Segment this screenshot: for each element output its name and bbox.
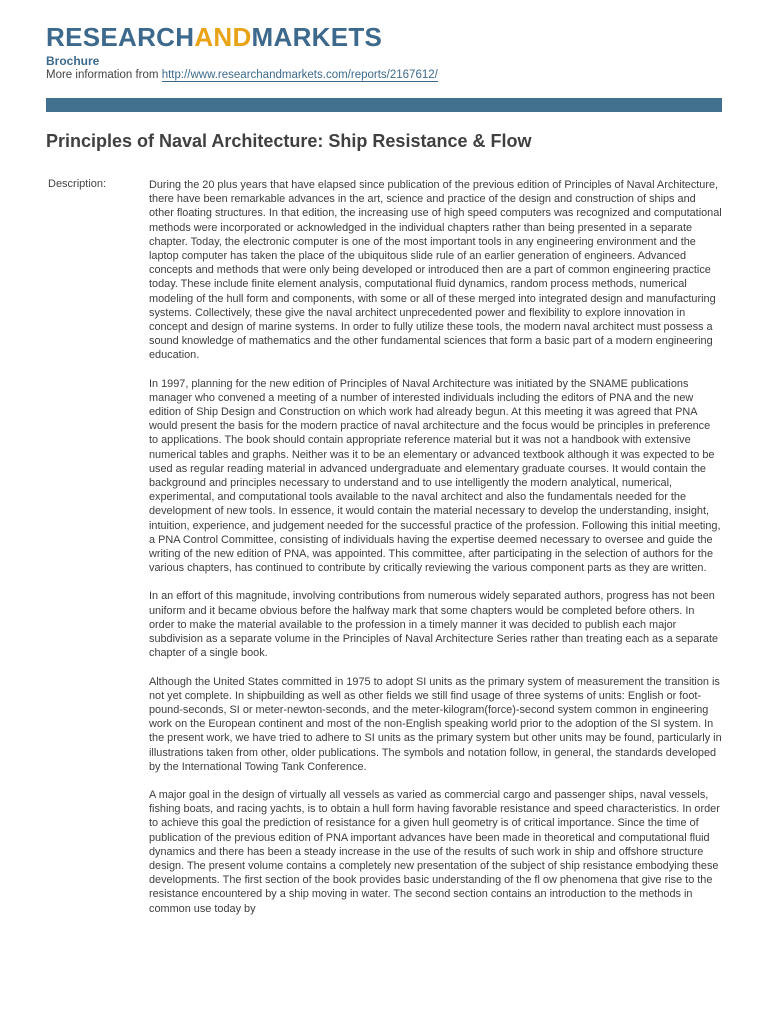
description-label: Description: <box>48 178 107 190</box>
logo-markets: MARKETS <box>251 22 383 52</box>
page-title: Principles of Naval Architecture: Ship Resistance & Flow <box>46 131 532 151</box>
description-paragraph: During the 20 plus years that have elapsed since publication of the previous edition of Principles of Naval Architecture, there have been remarkable advances in the art, science and practice of the design and construction of ships and other floating structures. In that edition, the increasing use of high speed computers was recognized and computational methods were incorporated or acknowledged in the individual chapters rather than being presented in a separate chapter. Today, the electronic computer is one of the most important tools in any engineering environment and the laptop computer has taken the place of the ubiquitous slide rule of an earlier generation of engineers. Advanced concepts and methods that were only being developed or introduced then are a part of common engineering practice today. These include finite element analysis, computational fluid dynamics, random process methods, numerical modeling of the hull form and components, with some or all of these merged into integrated design and manufacturing systems. Collectively, these give the naval architect unprecedented power and flexibility to explore innovation in concept and design of marine systems. In order to fully utilize these tools, the modern naval architect must possess a sound knowledge of mathematics and the other fundamental sciences that form a basic part of a modern engineering education. <box>149 179 722 362</box>
more-info-prefix: More information from <box>46 69 159 81</box>
brochure-label: Brochure <box>46 54 100 68</box>
header-divider-bar <box>46 98 722 112</box>
description-paragraph: A major goal in the design of virtually all vessels as varied as commercial cargo and passenger ships, naval vessels, fishing boats, and racing yachts, is to obtain a hull form having favorable resistance and speed characteristics. In order to achieve this goal the prediction of resistance for a given hull geometry is of critical importance. Since the time of publication of the previous edition of PNA important advances have been made in theoretical and computational fluid dynamics and there has been a steady increase in the use of the results of such work in ship and offshore structure design. The present volume contains a completely new presentation of the subject of ship resistance embodying these developments. The first section of the book provides basic understanding of the fl ow phenomena that give rise to the resistance encountered by a ship moving in water. The second section contains an introduction to the methods in common use today by <box>149 788 720 915</box>
logo-and: AND <box>194 22 252 52</box>
company-logo <box>46 22 382 52</box>
description-paragraph: In 1997, planning for the new edition of Principles of Naval Architecture was initiated by the SNAME publications manager who convened a meeting of a number of interested individuals including the editors of PNA and the new edition of Ship Design and Construction on which work had already begun. At this meeting it was agreed that PNA would present the basis for the modern practice of naval architecture and the focus would be principles in preference to applications. The book should contain appropriate reference material but it was not a handbook with extensive numerical tables and graphs. Neither was it to be an elementary or advanced textbook although it was expected to be used as regular reading material in advanced undergraduate and elementary graduate courses. It would contain the background and principles necessary to understand and to use intelligently the modern analytical, numerical, experimental, and computational tools available to the naval architect and also the fundamentals needed for the development of new tools. In essence, it would contain the material necessary to develop the understanding, insight, intuition, experience, and judgement needed for the successful practice of the profession. Following this initial meeting, a PNA Control Committee, consisting of individuals having the expertise deemed necessary to oversee and guide the writing of the new edition of PNA, was appointed. This committee, after participating in the selection of authors for the various chapters, has continued to contribute by critically reviewing the various component parts as they are written. <box>149 377 721 575</box>
description-body <box>149 178 722 930</box>
more-info-line <box>46 69 438 81</box>
description-paragraph: Although the United States committed in 1975 to adopt SI units as the primary system of measurement the transition is not yet complete. In shipbuilding as well as other fields we still find usage of three systems of units: English or foot-pound-seconds, SI or meter-newton-seconds, and the meter-kilogram(force)-second system common in engineering work on the European continent and most of the non-English speaking world prior to the adoption of the SI system. In the present work, we have tried to adhere to SI units as the primary system but other units may be found, particularly in illustrations taken from other, older publications. The symbols and notation follow, in general, the standards developed by the International Towing Tank Conference. <box>149 675 722 773</box>
description-paragraph: In an effort of this magnitude, involving contributions from numerous widely separated authors, progress has not been uniform and it became obvious before the halfway mark that some chapters would be completed before others. In order to make the material available to the profession in a timely manner it was decided to publish each major subdivision as a separate volume in the Principles of Naval Architecture Series rather than treating each as a separate chapter of a single book. <box>149 590 719 660</box>
report-link[interactable]: http://www.researchandmarkets.com/reports/2167612/ <box>161 69 438 81</box>
logo-research: RESEARCH <box>46 22 195 52</box>
